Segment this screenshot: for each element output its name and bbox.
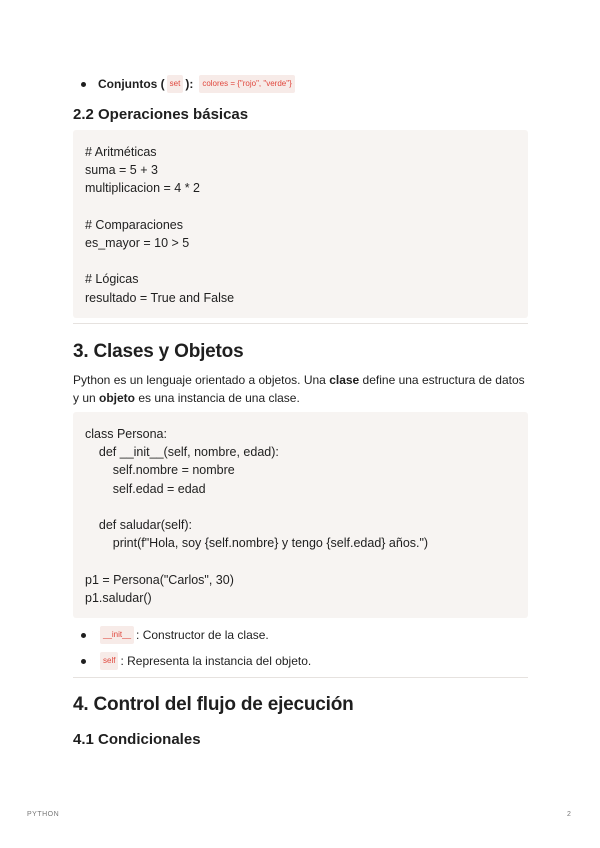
- section-heading-2-2: 2.2 Operaciones básicas: [73, 106, 249, 123]
- paragraph-clases: [73, 371, 528, 407]
- bullet-text: : Constructor de la clase.: [136, 628, 269, 642]
- inline-code-example: colores = {"rojo", "verde"}: [199, 75, 294, 93]
- section-heading-3: 3. Clases y Objetos: [73, 341, 244, 362]
- code-line: [85, 498, 516, 516]
- divider: [73, 323, 528, 324]
- code-line: def __init__(self, nombre, edad):: [85, 445, 279, 460]
- paragraph-text: Python es un lenguaje orientado a objetos. Una: [73, 373, 330, 387]
- code-line: [85, 198, 516, 216]
- section-heading-4: 4. Control del flujo de ejecución: [73, 694, 354, 715]
- paragraph-text: define una estructura de datos y un: [73, 373, 525, 405]
- code-line: # Aritméticas: [85, 145, 157, 159]
- section-heading-4-1: 4.1 Condicionales: [73, 731, 201, 748]
- bullet-dot: [81, 659, 86, 664]
- paragraph-text: es una instancia de una clase.: [135, 391, 300, 405]
- code-line: print(f"Hola, soy {self.nombre} y tengo {self.edad} años."): [85, 536, 429, 551]
- code-line: suma = 5 + 3: [85, 163, 158, 178]
- bullet-dot: [81, 633, 86, 638]
- code-line: # Lógicas: [85, 272, 139, 287]
- bullet-text: : Representa la instancia del objeto.: [120, 654, 312, 668]
- code-line: multiplicacion = 4 * 2: [85, 181, 200, 196]
- inline-code: set: [167, 75, 184, 93]
- code-block-clases: [73, 412, 528, 618]
- bullet-label-close: ):: [185, 77, 194, 91]
- divider: [73, 677, 528, 678]
- code-line: self.nombre = nombre: [85, 463, 235, 478]
- footer-title: PYTHON: [27, 811, 60, 818]
- code-line: resultado = True and False: [85, 290, 235, 305]
- code-line: [85, 252, 516, 270]
- list-item-conjuntos: [73, 75, 297, 93]
- code-line: def saludar(self):: [85, 518, 192, 532]
- code-line: # Comparaciones: [85, 217, 183, 232]
- paragraph-bold: clase: [329, 373, 360, 387]
- paragraph-bold: objeto: [99, 391, 136, 405]
- code-block-operaciones: [73, 130, 528, 318]
- code-line: p1 = Persona("Carlos", 30): [85, 572, 234, 587]
- inline-code: self: [100, 652, 118, 670]
- bullet-label: Conjuntos (: [98, 77, 165, 91]
- list-item-self: [73, 652, 311, 670]
- code-line: self.edad = edad: [85, 481, 206, 496]
- code-line: class Persona:: [85, 427, 167, 441]
- list-item-init: [73, 626, 269, 644]
- code-line: p1.saludar(): [85, 590, 152, 605]
- page-number: 2: [567, 811, 571, 818]
- code-line: [85, 552, 516, 570]
- bullet-dot: [81, 82, 86, 87]
- inline-code: __init__: [100, 626, 134, 644]
- code-line: es_mayor = 10 > 5: [85, 236, 190, 250]
